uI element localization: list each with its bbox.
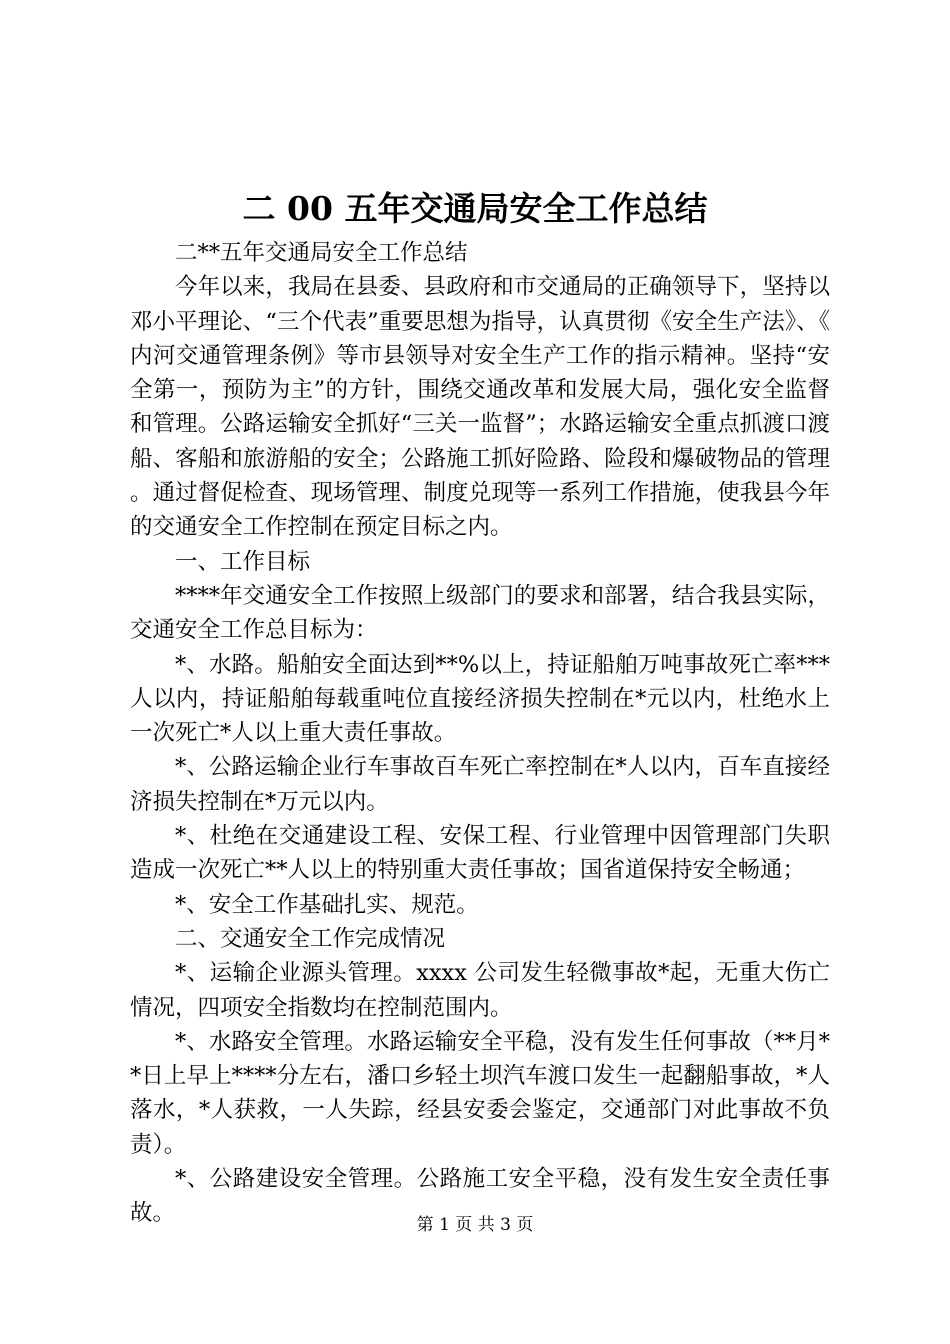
page-number-footer: 第 1 页 共 3 页: [416, 1215, 534, 1235]
paragraph-goal-construction: *、杜绝在交通建设工程、安保工程、行业管理中因管理部门失职造成一次死亡**人以上的特别重大责任事故；国省道保持安全畅通；: [130, 823, 830, 884]
paragraph-goal-foundation: *、安全工作基础扎实、规范。: [175, 891, 479, 918]
paragraph-goal-road-transport: *、公路运输企业行车事故百车死亡率控制在*人以内，百车直接经济损失控制在*万元以内。: [130, 754, 830, 815]
section-heading-goals: 一、工作目标: [175, 548, 311, 575]
paragraph-goal-waterway: *、水路。船舶安全面达到**%以上，持证船舶万吨事故死亡率***人以内，持证船舶每载重吨位直接经济损失控制在*元以内，杜绝水上一次死亡*人以上重大责任事故。: [130, 651, 830, 747]
paragraph-road-construction-management: *、公路建设安全管理。公路施工安全平稳，没有发生安全责任事故。: [130, 1166, 830, 1227]
paragraph-intro: 今年以来，我局在县委、县政府和市交通局的正确领导下，坚持以邓小平理论、“三个代表”重要思想为指导，认真贯彻《安全生产法》、《内河交通管理条例》等市县领导对安全生产工作的指示精神。坚持“安全第一，预防为主”的方针，围绕交通改革和发展大局，强化安全监督和管理。公路运输安全抓好“三关一监督”；水路运输安全重点抓渡口渡船、客船和旅游船的安全；公路施工抓好险路、险段和爆破物品的管理。通过督促检查、现场管理、制度兑现等一系列工作措施，使我县今年的交通安全工作控制在预定目标之内。: [130, 274, 830, 541]
paragraph-enterprise-management: *、运输企业源头管理。xxxx 公司发生轻微事故*起，无重大伤亡情况，四项安全指数均在控制范围内。: [130, 960, 830, 1021]
paragraph-waterway-management: *、水路安全管理。水路运输安全平稳，没有发生任何事故（**月**日上早上****分左右，潘口乡轻土坝汽车渡口发生一起翻船事故，*人落水，*人获救，一人失踪，经县安委会鉴定，交通部门对此事故不负责）。: [130, 1028, 830, 1158]
section-heading-completion: 二、交通安全工作完成情况: [175, 925, 446, 952]
paragraph-subtitle: 二**五年交通局安全工作总结: [175, 240, 468, 266]
document-title: 二 00 五年交通局安全工作总结: [242, 189, 708, 228]
paragraph-goals-intro: ****年交通安全工作按照上级部门的要求和部署，结合我县实际，交通安全工作总目标为：: [130, 582, 830, 644]
document-body: [130, 236, 830, 1231]
